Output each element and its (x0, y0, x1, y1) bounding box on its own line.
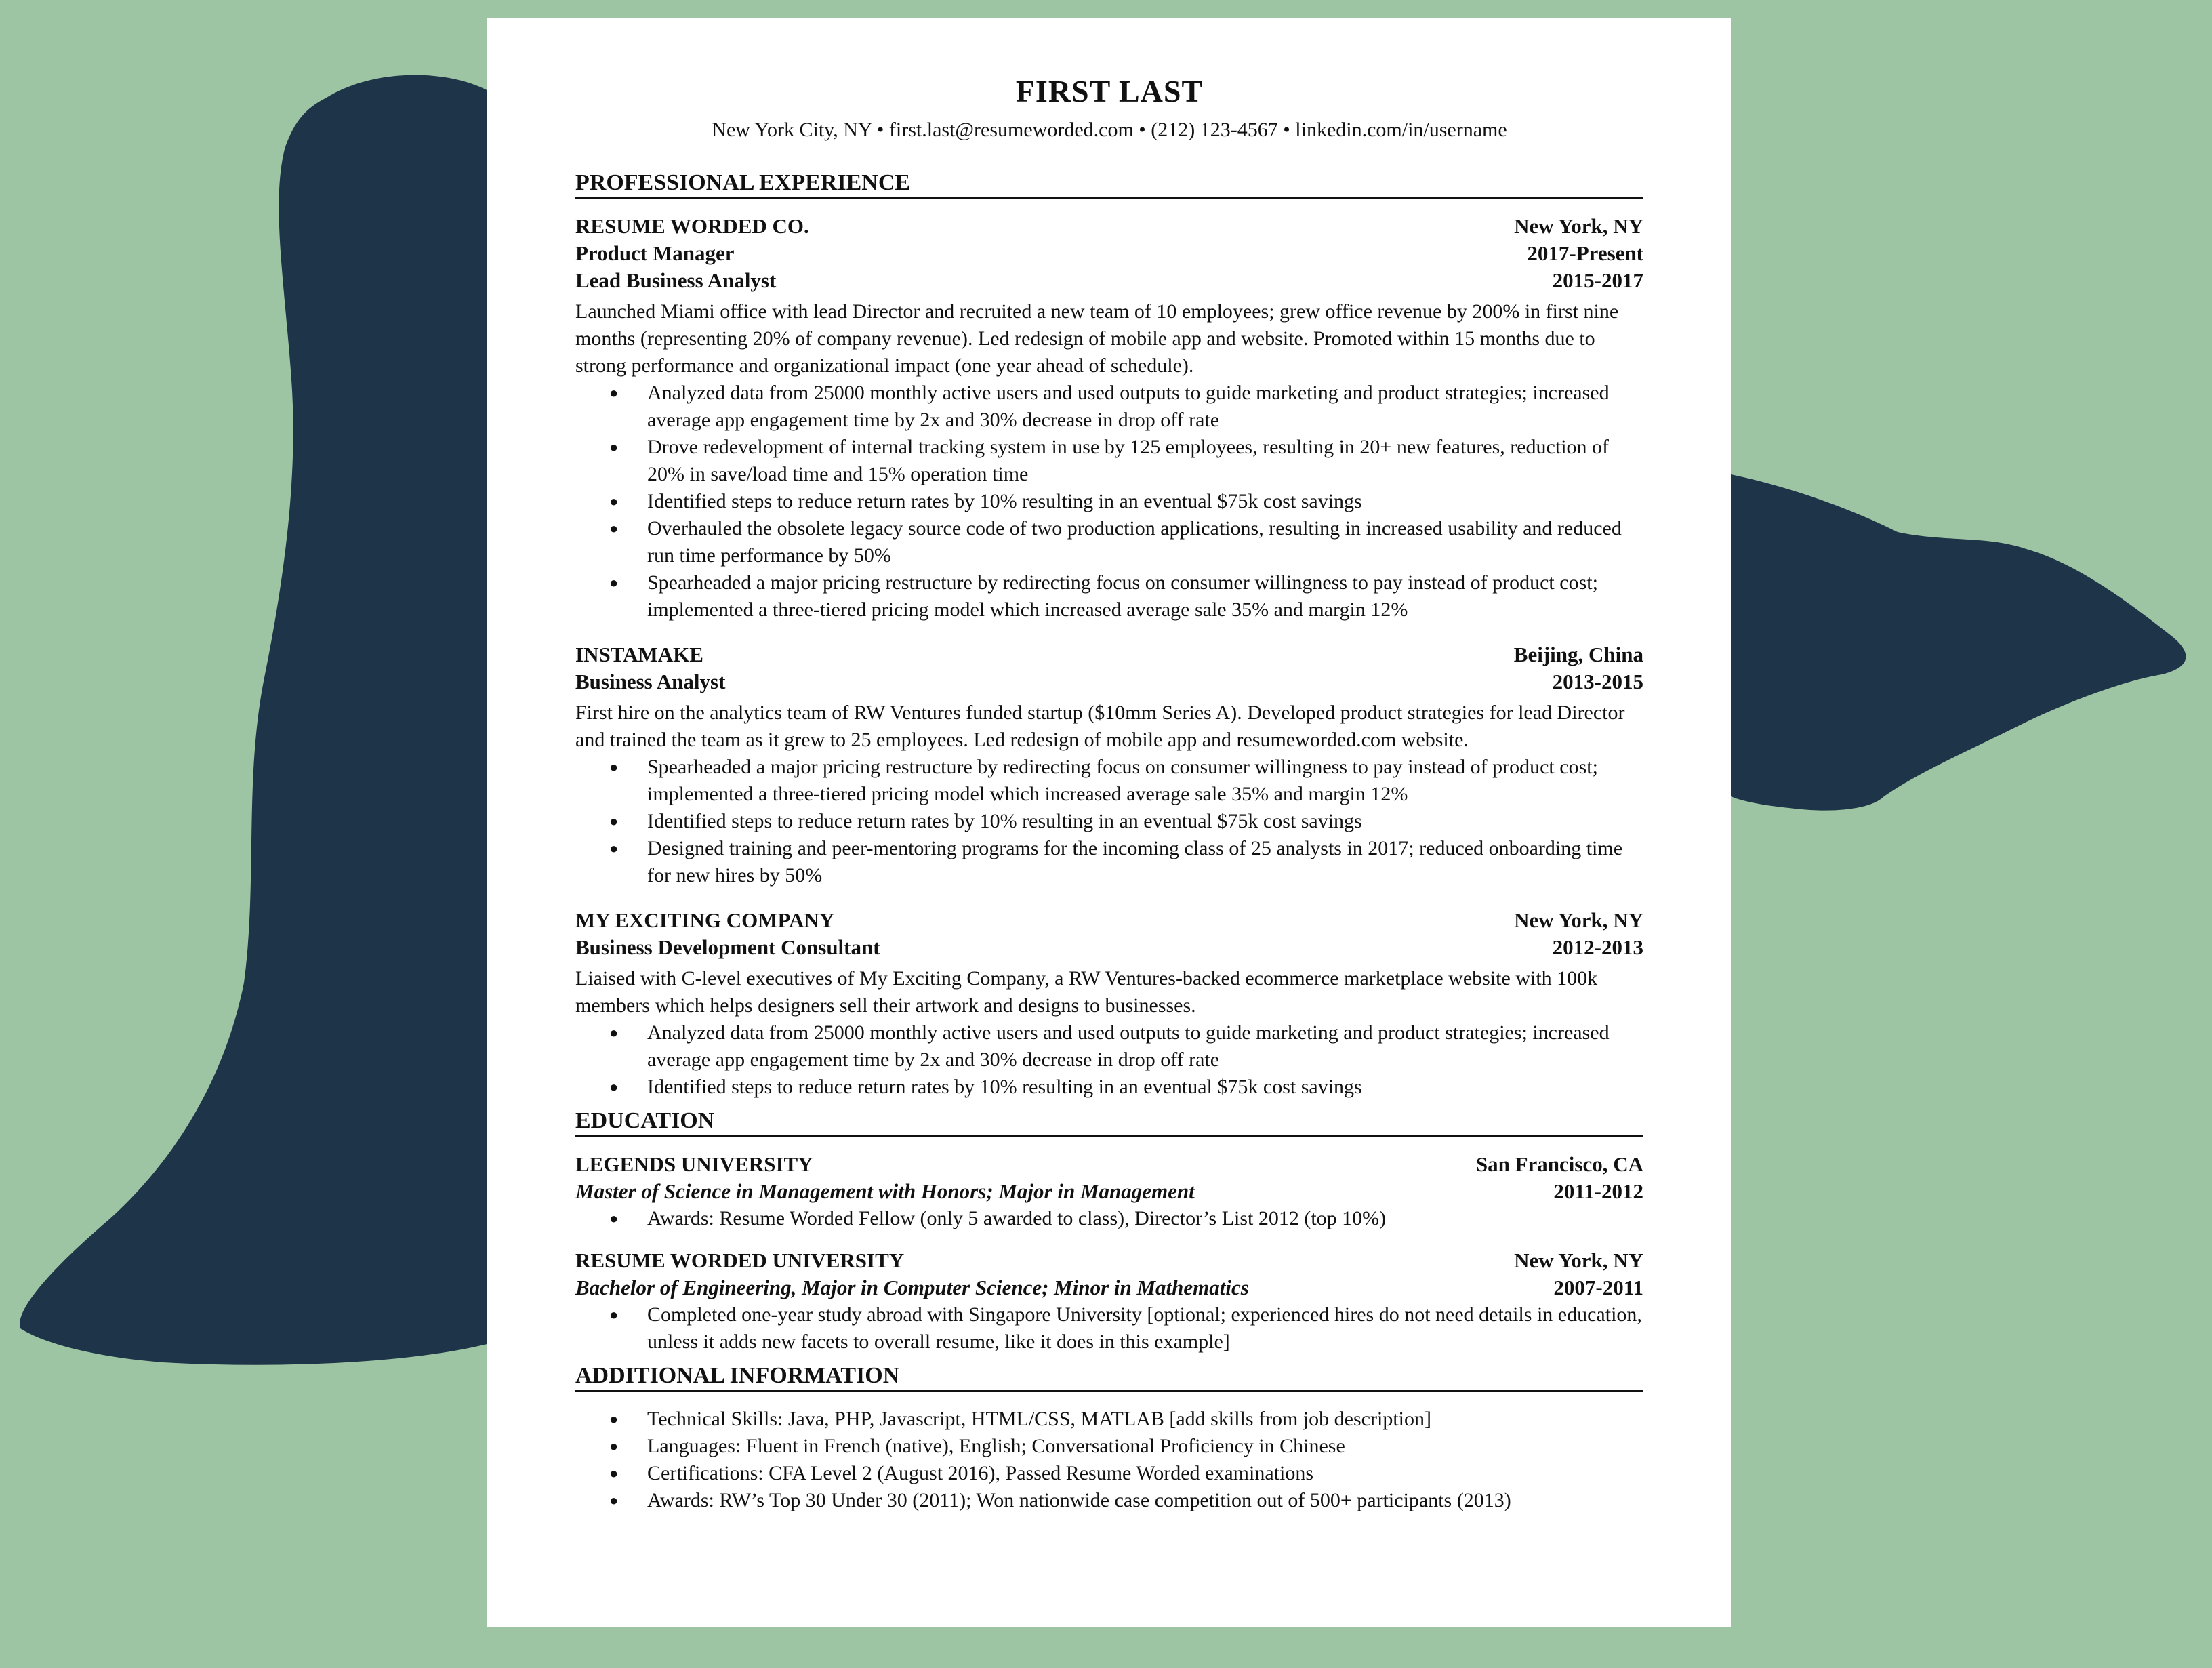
job-summary: Launched Miami office with lead Director and recruited a new team of 10 employees; grew office revenue by 200% in first nine months (representing 20% of company revenue). Led redesign of mobile app and website. Promoted within 15 months due to strong performance and organizational impact (one year ahead of schedule). (575, 300, 1619, 378)
job-summary: Liaised with C-level executives of My Exciting Company, a RW Ventures-backed ecommerce marketplace website with 100k members which helps designers sell their artwork and designs to businesses. (575, 967, 1598, 1017)
bullet-item: ● Technical Skills: Java, PHP, Javascript, HTML/CSS, MATLAB [add skills from job description] (647, 1406, 1643, 1433)
education-bullets (575, 1205, 1643, 1232)
job-bullets (575, 754, 1643, 889)
bullet-item: ● Completed one-year study abroad with Singapore University [optional; experienced hires do not need details in education, unless it adds new facets to overall resume, like it does in this example] (647, 1301, 1643, 1356)
job-title: Business Development Consultant (575, 935, 880, 960)
job-title: Product Manager (575, 241, 735, 266)
school-name: LEGENDS UNIVERSITY (575, 1152, 813, 1177)
school-location: San Francisco, CA (1475, 1152, 1643, 1177)
bullet-item: ● Identified steps to reduce return rates by 10% resulting in an eventual $75k cost savings (647, 1074, 1643, 1101)
bullet-item: ● Overhauled the obsolete legacy source code of two production applications, resulting in increased usability and reduced run time performance by 50% (647, 515, 1643, 569)
bullet-item: ● Analyzed data from 25000 monthly active users and used outputs to guide marketing and product strategies; increased average app engagement time by 2x and 30% decrease in drop off rate (647, 380, 1643, 434)
bullet-item: ● Awards: Resume Worded Fellow (only 5 awarded to class), Director’s List 2012 (top 10%) (647, 1205, 1643, 1232)
candidate-name: FIRST LAST (1015, 74, 1204, 108)
education-entry (575, 1247, 1643, 1356)
job-bullets (575, 380, 1643, 624)
job-entry (575, 907, 1643, 1101)
bullet-item: ● Analyzed data from 25000 monthly active users and used outputs to guide marketing and product strategies; increased average app engagement time by 2x and 30% decrease in drop off rate (647, 1019, 1643, 1074)
company-name: MY EXCITING COMPANY (575, 908, 835, 933)
contact-line: New York City, NY • first.last@resumeworded.com • (212) 123-4567 • linkedin.com/in/username (712, 119, 1507, 141)
job-location: New York, NY (1514, 214, 1643, 239)
job-title: Lead Business Analyst (575, 268, 777, 293)
degree: Master of Science in Management with Honors; Major in Management (575, 1179, 1195, 1204)
education-entry (575, 1151, 1643, 1232)
bullet-item: ● Designed training and peer-mentoring programs for the incoming class of 25 analysts in 2017; reduced onboarding time for new hires by 50% (647, 835, 1643, 889)
job-dates: 2013-2015 (1552, 670, 1643, 694)
bullet-item: ● Spearheaded a major pricing restructure by redirecting focus on consumer willingness to pay instead of product cost; implemented a three-tiered pricing model which increased average sale 35% and margin 12% (647, 569, 1643, 624)
job-title: Business Analyst (575, 670, 726, 694)
bullet-item: ● Identified steps to reduce return rates by 10% resulting in an eventual $75k cost savings (647, 488, 1643, 515)
school-name: RESUME WORDED UNIVERSITY (575, 1248, 905, 1273)
job-bullets (575, 1019, 1643, 1101)
job-dates: 2017-Present (1527, 241, 1643, 266)
bullet-item: ● Certifications: CFA Level 2 (August 2016), Passed Resume Worded examinations (647, 1460, 1643, 1487)
bullet-item: ● Spearheaded a major pricing restructure by redirecting focus on consumer willingness to pay instead of product cost; implemented a three-tiered pricing model which increased average sale 35% and margin 12% (647, 754, 1643, 808)
company-name: RESUME WORDED CO. (575, 214, 809, 239)
education-bullets (575, 1301, 1643, 1356)
job-location: Beijing, China (1513, 643, 1643, 667)
education-dates: 2007-2011 (1553, 1276, 1643, 1300)
bullet-item: ● Drove redevelopment of internal tracking system in use by 125 employees, resulting in 20+ new features, reduction of 20% in save/load time and 15% operation time (647, 434, 1643, 488)
job-summary: First hire on the analytics team of RW Ventures funded startup ($10mm Series A). Developed product strategies for lead Director and trained the team as it grew to 25 employees. Led redesign of mobile app and resumeworded.com website. (575, 701, 1625, 752)
additional-bullets (575, 1406, 1643, 1514)
bullet-item: ● Awards: RW’s Top 30 Under 30 (2011); Won nationwide case competition out of 500+ participants (2013) (647, 1487, 1643, 1514)
education-section-title: EDUCATION (575, 1107, 1643, 1137)
job-dates: 2015-2017 (1552, 268, 1643, 293)
degree: Bachelor of Engineering, Major in Computer Science; Minor in Mathematics (575, 1276, 1249, 1300)
school-location: New York, NY (1514, 1248, 1643, 1273)
bullet-item: ● Languages: Fluent in French (native), English; Conversational Proficiency in Chinese (647, 1433, 1643, 1460)
bullet-item: ● Identified steps to reduce return rates by 10% resulting in an eventual $75k cost savings (647, 808, 1643, 835)
additional-section-title: ADDITIONAL INFORMATION (575, 1362, 1643, 1392)
job-location: New York, NY (1514, 908, 1643, 933)
job-dates: 2012-2013 (1552, 935, 1643, 960)
job-entry (575, 641, 1643, 889)
education-dates: 2011-2012 (1553, 1179, 1643, 1204)
resume-page (487, 18, 1731, 1627)
job-entry (575, 213, 1643, 624)
company-name: INSTAMAKE (575, 643, 703, 667)
experience-section-title: PROFESSIONAL EXPERIENCE (575, 169, 1643, 199)
